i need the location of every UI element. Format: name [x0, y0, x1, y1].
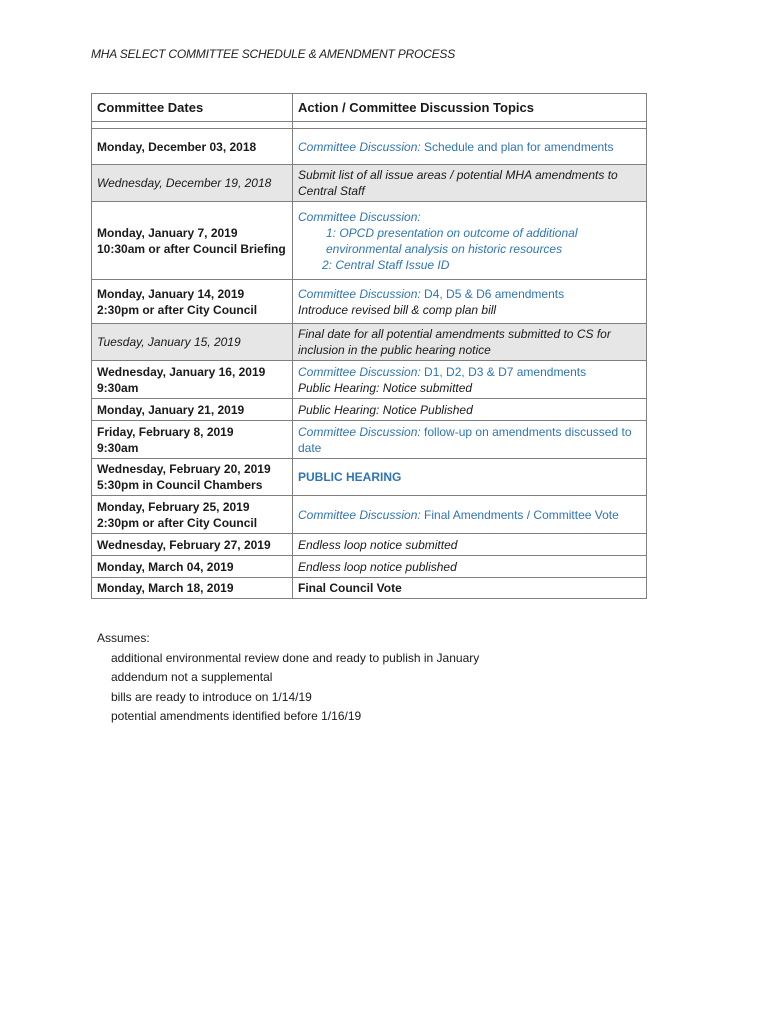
assumes-item: additional environmental review done and ready to publish in January — [111, 650, 480, 665]
topic-cell: Endless loop notice published — [293, 556, 647, 578]
table-row — [92, 556, 647, 578]
topic-cell: Committee Discussion: D4, D5 & D6 amendments Introduce revised bill & comp plan bill — [293, 280, 647, 324]
topic-cell: Public Hearing: Notice Published — [293, 399, 647, 421]
table-row — [92, 280, 647, 324]
table-header-row — [92, 94, 647, 122]
document-title: MHA SELECT COMMITTEE SCHEDULE & AMENDMENT PROCESS — [91, 47, 456, 61]
topic-cell: Committee Discussion: follow-up on amendments discussed to date — [293, 421, 647, 459]
date-cell: Monday, January 14, 2019 2:30pm or after City Council — [92, 280, 293, 324]
table-row — [92, 578, 647, 599]
assumes-item: addendum not a supplemental — [111, 670, 273, 684]
date-cell: Wednesday, February 20, 2019 5:30pm in Council Chambers — [92, 459, 293, 496]
topic-cell: Final Council Vote — [293, 578, 647, 599]
header-action-topics: Action / Committee Discussion Topics — [293, 94, 647, 122]
date-cell: Monday, February 25, 2019 2:30pm or after City Council — [92, 496, 293, 534]
header-committee-dates: Committee Dates — [92, 94, 293, 122]
date-cell: Monday, December 03, 2018 — [92, 129, 293, 165]
header-separator — [92, 122, 647, 129]
date-cell: Wednesday, January 16, 2019 9:30am — [92, 361, 293, 399]
table-row — [92, 361, 647, 399]
topic-cell: Submit list of all issue areas / potential MHA amendments to Central Staff — [293, 165, 647, 202]
date-cell: Monday, March 04, 2019 — [92, 556, 293, 578]
date-cell: Monday, January 21, 2019 — [92, 399, 293, 421]
assumes-item: bills are ready to introduce on 1/14/19 — [111, 689, 312, 704]
topic-cell: Endless loop notice submitted — [293, 534, 647, 556]
table-row — [92, 421, 647, 459]
date-cell: Friday, February 8, 2019 9:30am — [92, 421, 293, 459]
date-cell: Wednesday, December 19, 2018 — [92, 165, 293, 202]
table-row — [92, 459, 647, 496]
topic-cell: Committee Discussion: D1, D2, D3 & D7 amendments Public Hearing: Notice submitted — [293, 361, 647, 399]
table-row — [92, 202, 647, 280]
date-cell: Tuesday, January 15, 2019 — [92, 324, 293, 361]
topic-cell: PUBLIC HEARING — [293, 459, 647, 496]
assumes-section — [97, 629, 479, 727]
topic-cell: Committee Discussion: Schedule and plan for amendments — [293, 129, 647, 165]
date-cell: Monday, March 18, 2019 — [92, 578, 293, 599]
table-row — [92, 399, 647, 421]
table-row — [92, 496, 647, 534]
schedule-table — [91, 93, 647, 599]
table-row — [92, 129, 647, 165]
topic-cell: Final date for all potential amendments submitted to CS for inclusion in the public hearing notice — [293, 324, 647, 361]
table-row — [92, 324, 647, 361]
date-cell: Monday, January 7, 2019 10:30am or after Council Briefing — [92, 202, 293, 280]
assumes-label: Assumes: — [97, 631, 150, 645]
table-row — [92, 165, 647, 202]
topic-cell: Committee Discussion: 1: OPCD presentation on outcome of additional environmental analysis on historic resources 2: Central Staff Issue ID — [293, 202, 647, 280]
table-row — [92, 534, 647, 556]
topic-cell: Committee Discussion: Final Amendments / Committee Vote — [293, 496, 647, 534]
date-cell: Wednesday, February 27, 2019 — [92, 534, 293, 556]
assumes-item: potential amendments identified before 1/16/19 — [111, 709, 362, 723]
